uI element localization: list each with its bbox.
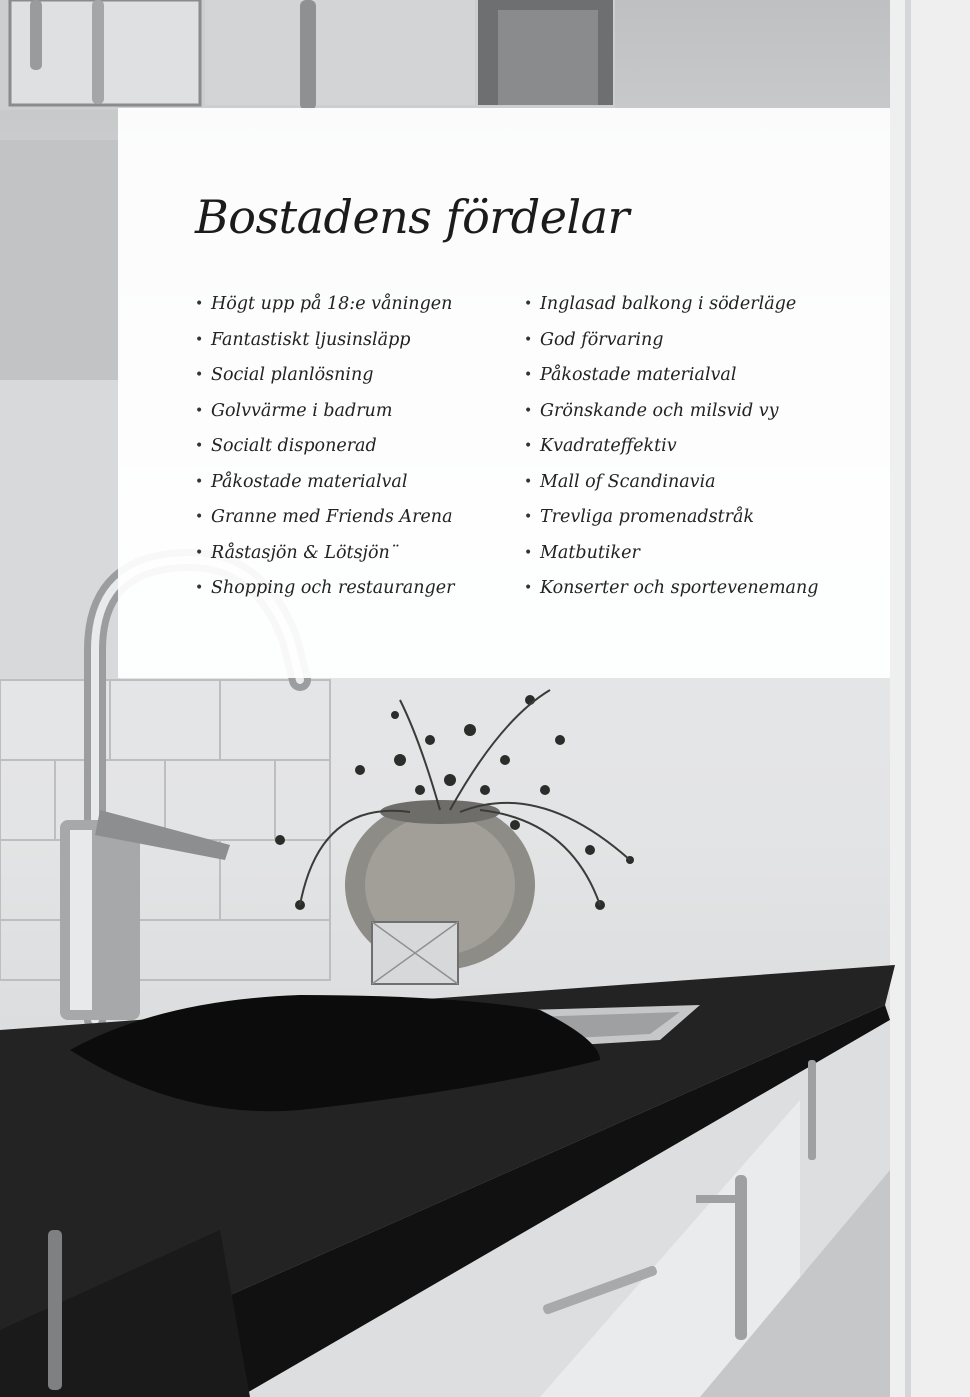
list-item: • Matbutiker — [524, 540, 864, 576]
list-item: • Högt upp på 18:e våningen — [195, 291, 515, 327]
list-item: • Social planlösning — [195, 362, 515, 398]
list-item: • God förvaring — [524, 327, 864, 363]
benefits-list-right — [524, 291, 864, 611]
list-item: • Konserter och sportevenemang — [524, 575, 864, 611]
list-item: • Trevliga promenadstråk — [524, 504, 864, 540]
list-item: • Råstasjön & Lötsjön¨ — [195, 540, 515, 576]
list-item: • Golvvärme i badrum — [195, 398, 515, 434]
list-item: • Fantastiskt ljusinsläpp — [195, 327, 515, 363]
list-item: • Mall of Scandinavia — [524, 469, 864, 505]
benefits-list-left — [195, 291, 515, 611]
benefits-card — [118, 108, 890, 678]
list-item: • Socialt disponerad — [195, 433, 515, 469]
list-item: • Inglasad balkong i söderläge — [524, 291, 864, 327]
list-item: • Kvadrateffektiv — [524, 433, 864, 469]
list-item: • Påkostade materialval — [524, 362, 864, 398]
list-item: • Granne med Friends Arena — [195, 504, 515, 540]
card-title: Bostadens fördelar — [195, 190, 630, 244]
list-item: • Grönskande och milsvid vy — [524, 398, 864, 434]
list-item: • Shopping och restauranger — [195, 575, 515, 611]
list-item: • Påkostade materialval — [195, 469, 515, 505]
